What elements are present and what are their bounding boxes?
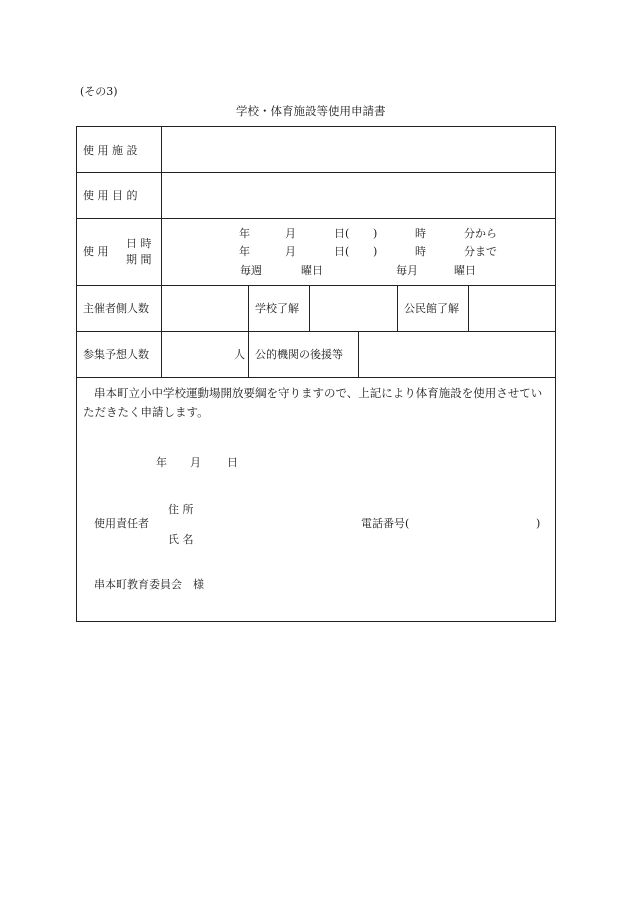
community-center-approval-label: 公民館了解 [404, 302, 459, 315]
period-label-bottom: 期 間 [126, 253, 152, 266]
column-divider [358, 331, 359, 377]
column-divider [309, 285, 310, 331]
row-divider [77, 331, 555, 332]
monthly-text: 毎月 [396, 264, 418, 277]
column-divider [397, 285, 398, 331]
month-text: 月 [285, 245, 296, 258]
hour-text: 時 [415, 227, 426, 240]
minute-from-text: 分から [464, 227, 497, 240]
responsible-person-label: 使用責任者 [94, 517, 149, 530]
phone-field[interactable] [417, 513, 533, 533]
addressee: 串本町教育委員会 様 [94, 578, 204, 591]
day-text: 日( [334, 227, 350, 240]
form-title: 学校・体育施設等使用申請書 [236, 104, 386, 118]
application-form [76, 126, 556, 622]
facility-label: 使 用 施 設 [83, 144, 138, 157]
year-text: 年 [239, 227, 250, 240]
day-text: 日( [334, 245, 350, 258]
name-label: 氏 名 [168, 533, 194, 546]
organizer-count-label: 主催者側人数 [83, 302, 149, 315]
facility-field[interactable] [163, 128, 553, 171]
row-divider [77, 285, 555, 286]
weekday-close-text: ) [373, 227, 378, 240]
date-year: 年 [156, 456, 167, 469]
expected-participants-label: 参集予想人数 [83, 348, 149, 361]
public-support-field[interactable] [360, 333, 553, 376]
column-divider [468, 285, 469, 331]
date-month: 月 [190, 456, 201, 469]
weekday-text: 曜日 [301, 264, 323, 277]
datetime-label-top: 日 時 [126, 237, 152, 250]
weekday-text: 曜日 [454, 264, 476, 277]
purpose-label: 使 用 目 的 [83, 189, 138, 202]
address-label: 住 所 [168, 503, 194, 516]
date-day: 日 [227, 456, 238, 469]
declaration-line-1: 串本町立小中学校運動場開放要綱を守りますので、上記により体育施設を使用させてい [94, 386, 543, 400]
purpose-field[interactable] [163, 174, 553, 217]
phone-close: ) [536, 517, 541, 530]
community-center-approval-field[interactable] [470, 287, 553, 330]
school-approval-label: 学校了解 [255, 302, 299, 315]
minute-until-text: 分まで [464, 245, 497, 258]
label-column-divider [161, 127, 162, 377]
hour-text: 時 [415, 245, 426, 258]
column-divider [248, 285, 249, 377]
person-unit: 人 [234, 348, 245, 361]
organizer-count-field[interactable] [163, 287, 247, 330]
declaration-line-2: ただきたく申請します。 [83, 405, 209, 419]
year-text: 年 [239, 245, 250, 258]
school-approval-field[interactable] [311, 287, 396, 330]
row-divider [77, 218, 555, 219]
month-text: 月 [285, 227, 296, 240]
row-divider [77, 172, 555, 173]
row-divider [77, 377, 555, 378]
weekday-close-text: ) [373, 245, 378, 258]
datetime-label: 使 用 [83, 245, 109, 258]
weekly-text: 毎週 [240, 264, 262, 277]
phone-label: 電話番号( [361, 517, 410, 530]
page-label: (その3) [80, 85, 118, 98]
public-support-label: 公的機関の後援等 [255, 348, 343, 361]
